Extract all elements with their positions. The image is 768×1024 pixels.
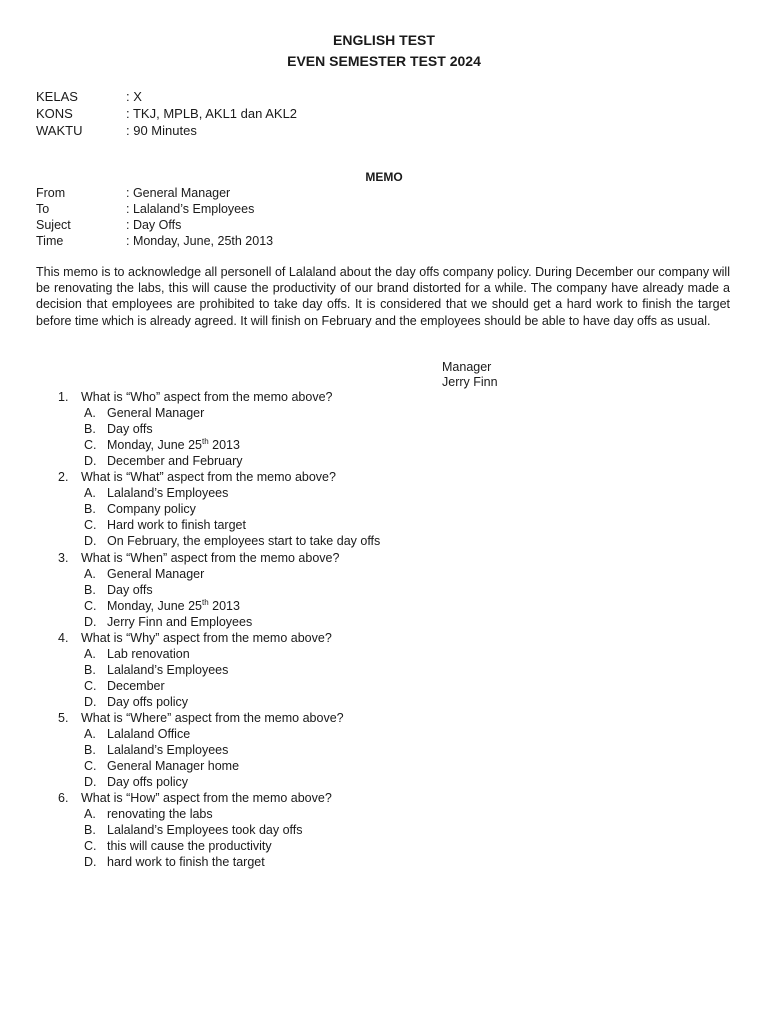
question-text: What is “Why” aspect from the memo above? bbox=[81, 630, 332, 645]
answer-option bbox=[84, 695, 188, 709]
ordinal-suffix: th bbox=[201, 436, 209, 446]
answer-option bbox=[84, 567, 204, 581]
question-text: What is “Who” aspect from the memo above? bbox=[81, 390, 333, 404]
option-text: General Manager bbox=[107, 406, 205, 421]
option-text: renovating the labs bbox=[107, 807, 213, 822]
question-number: 5. bbox=[58, 711, 69, 725]
option-letter: D. bbox=[84, 534, 97, 549]
memo-value: : Day Offs bbox=[126, 218, 182, 232]
memo-body: This memo is to acknowledge all personell of Lalaland about the day offs company policy. During December our company will be renovating the labs, this will cause the productivity of our brand distorted for a while. The company have already made a decision that employees are prohibited to take day offs. It is considered that we should get a hard work to finish the target before time which is already agreed. It will finish on February and the employees should be able to have day offs as usual. bbox=[36, 265, 730, 328]
info-value: : 90 Minutes bbox=[126, 123, 197, 138]
option-letter: A. bbox=[84, 566, 96, 581]
question-number: 4. bbox=[58, 630, 69, 645]
answer-option bbox=[84, 486, 228, 500]
option-letter: C. bbox=[84, 518, 97, 533]
memo-value: : Monday, June, 25th 2013 bbox=[126, 234, 274, 248]
option-text: General Manager home bbox=[107, 759, 240, 774]
option-letter: C. bbox=[84, 438, 97, 453]
answer-option bbox=[84, 518, 246, 532]
memo-label: From bbox=[36, 186, 66, 200]
option-letter: D. bbox=[84, 855, 97, 870]
option-letter: C. bbox=[84, 598, 97, 613]
memo-row-subject bbox=[36, 218, 181, 232]
option-text: Day offs bbox=[107, 582, 153, 597]
answer-option bbox=[84, 454, 242, 468]
option-text: Day offs bbox=[107, 422, 153, 437]
option-letter: B. bbox=[84, 502, 96, 517]
option-text: December bbox=[107, 678, 165, 693]
answer-option bbox=[84, 679, 165, 693]
question-number: 3. bbox=[58, 550, 69, 565]
question-1 bbox=[58, 390, 332, 404]
memo-row-to bbox=[36, 202, 254, 216]
question-3 bbox=[58, 551, 339, 565]
option-letter: C. bbox=[84, 678, 97, 693]
option-text: Lalaland’s Employees bbox=[107, 662, 229, 677]
answer-option bbox=[84, 647, 190, 661]
option-text: December and February bbox=[107, 454, 243, 469]
option-letter: A. bbox=[84, 486, 96, 501]
option-letter: B. bbox=[84, 823, 96, 838]
test-title: ENGLISH TEST bbox=[333, 32, 435, 48]
option-letter: A. bbox=[84, 807, 96, 822]
answer-option bbox=[84, 534, 380, 548]
memo-label: To bbox=[36, 202, 50, 216]
info-label: KONS bbox=[36, 106, 73, 121]
answer-option bbox=[84, 406, 204, 420]
option-letter: D. bbox=[84, 614, 97, 629]
option-text: Company policy bbox=[107, 502, 196, 517]
memo-row-from bbox=[36, 186, 230, 200]
option-letter: D. bbox=[84, 775, 97, 790]
option-letter: B. bbox=[84, 743, 96, 758]
option-text: Lab renovation bbox=[107, 646, 190, 661]
option-letter: C. bbox=[84, 839, 97, 854]
option-text: Day offs policy bbox=[107, 775, 189, 790]
option-text: Monday, June 25th 2013 bbox=[107, 436, 240, 453]
info-label: WAKTU bbox=[36, 123, 83, 138]
option-letter: A. bbox=[84, 406, 96, 421]
info-label: KELAS bbox=[36, 89, 78, 104]
test-subtitle: EVEN SEMESTER TEST 2024 bbox=[287, 53, 481, 69]
option-text: Lalaland’s Employees bbox=[107, 486, 229, 501]
answer-option bbox=[84, 855, 265, 869]
question-text: What is “When” aspect from the memo above? bbox=[81, 550, 340, 565]
answer-option bbox=[84, 438, 240, 452]
memo-value: : Lalaland’s Employees bbox=[126, 202, 255, 216]
option-letter: D. bbox=[84, 454, 97, 469]
answer-option bbox=[84, 823, 303, 837]
question-text: What is “How” aspect from the memo above? bbox=[81, 791, 332, 806]
option-letter: D. bbox=[84, 694, 97, 709]
question-4 bbox=[58, 631, 332, 645]
question-5 bbox=[58, 711, 344, 725]
option-text: Lalaland’s Employees bbox=[107, 743, 229, 758]
question-text: What is “Where” aspect from the memo above? bbox=[81, 711, 344, 725]
answer-option bbox=[84, 807, 213, 821]
memo-row-time bbox=[36, 234, 273, 248]
answer-option bbox=[84, 775, 188, 789]
memo-value: : General Manager bbox=[126, 186, 231, 200]
option-letter: B. bbox=[84, 422, 96, 437]
info-row-waktu bbox=[36, 123, 197, 138]
answer-option bbox=[84, 759, 239, 773]
answer-option bbox=[84, 615, 252, 629]
signature-role: Manager bbox=[442, 360, 492, 374]
question-number: 2. bbox=[58, 470, 69, 485]
answer-option bbox=[84, 583, 153, 597]
option-text: Hard work to finish target bbox=[107, 518, 246, 533]
question-6 bbox=[58, 791, 332, 805]
option-text: Lalaland Office bbox=[107, 727, 191, 742]
option-text: Day offs policy bbox=[107, 694, 189, 709]
answer-option bbox=[84, 599, 240, 613]
signature-name: Jerry Finn bbox=[442, 375, 498, 389]
question-number: 6. bbox=[58, 791, 69, 806]
option-text: Lalaland’s Employees took day offs bbox=[107, 823, 303, 838]
option-text: hard work to finish the target bbox=[107, 855, 265, 870]
option-text: Monday, June 25th 2013 bbox=[107, 597, 240, 613]
info-row-kelas bbox=[36, 89, 142, 104]
question-text: What is “What” aspect from the memo above? bbox=[81, 470, 336, 485]
option-letter: B. bbox=[84, 662, 96, 677]
answer-option bbox=[84, 502, 196, 516]
info-row-kons bbox=[36, 106, 297, 121]
option-text: On February, the employees start to take day offs bbox=[107, 534, 381, 549]
option-text: this will cause the productivity bbox=[107, 839, 272, 854]
option-letter: A. bbox=[84, 727, 96, 742]
answer-option bbox=[84, 422, 153, 436]
memo-label: Suject bbox=[36, 218, 71, 232]
option-letter: C. bbox=[84, 759, 97, 774]
ordinal-suffix: th bbox=[201, 597, 209, 607]
answer-option bbox=[84, 743, 228, 757]
answer-option bbox=[84, 839, 272, 853]
option-letter: B. bbox=[84, 582, 96, 597]
memo-label: Time bbox=[36, 234, 64, 248]
answer-option bbox=[84, 663, 228, 677]
info-value: : TKJ, MPLB, AKL1 dan AKL2 bbox=[126, 106, 298, 121]
option-text: General Manager bbox=[107, 566, 205, 581]
option-letter: A. bbox=[84, 646, 96, 661]
info-value: : X bbox=[126, 89, 142, 104]
answer-option bbox=[84, 727, 190, 741]
question-2 bbox=[58, 470, 336, 484]
option-text: Jerry Finn and Employees bbox=[107, 614, 253, 629]
question-number: 1. bbox=[58, 390, 69, 404]
memo-title: MEMO bbox=[365, 170, 403, 184]
